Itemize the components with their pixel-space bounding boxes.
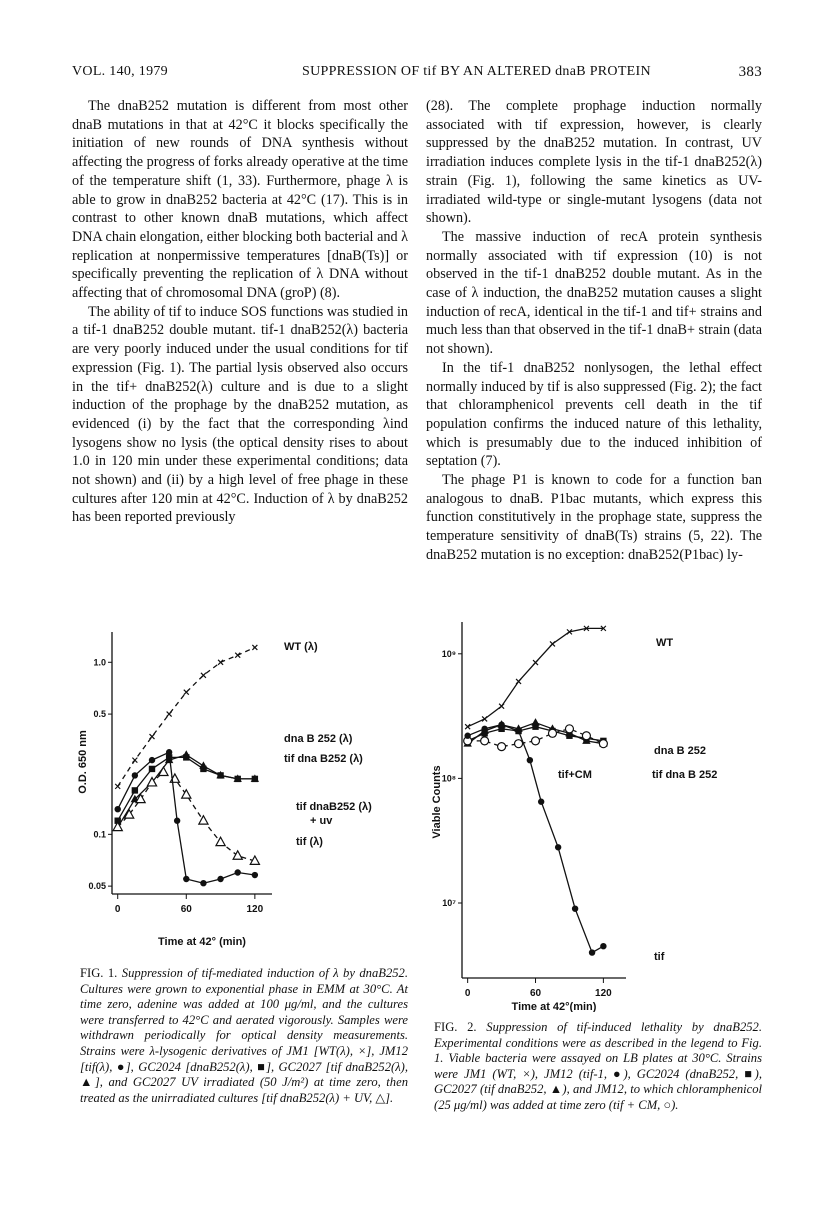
data-point bbox=[115, 806, 121, 812]
data-point bbox=[515, 740, 523, 748]
x-tick-label: 120 bbox=[595, 988, 612, 999]
data-point bbox=[572, 905, 578, 911]
data-point bbox=[516, 679, 521, 684]
data-point bbox=[174, 818, 180, 824]
data-point bbox=[235, 869, 241, 875]
data-point bbox=[498, 743, 506, 751]
y-tick-label: 0.05 bbox=[88, 881, 106, 892]
paragraph: The phage P1 is known to code for a function ban analogous to dnaB. P1bac mutants, which express this function constitutively in the prophage state, suppress the temperature sensitivity of dnaB(Ts) strains (5, 22). The dnaB252 mutation is no exception: dnaB252(P1bac) ly- bbox=[426, 472, 762, 563]
data-point bbox=[548, 729, 556, 737]
figure-1 bbox=[72, 612, 408, 962]
y-tick-label: 10⁹ bbox=[441, 648, 456, 659]
paragraph: (28). The complete prophage induction normally associated with tif expression, however, is clearly suppressed by the dnaB252 mutation. In contrast, UV irradiation induces complete lysis in the tif-1 dnaB252(λ) strain (Fig. 1), following the same kinetics as UV-irradiated wild-type or single-mutant lysogens (data not shown). bbox=[426, 98, 762, 227]
data-point bbox=[532, 737, 540, 745]
x-axis-label: Time at 42°(min) bbox=[511, 1001, 597, 1012]
paragraph: The ability of tif to induce SOS functions was studied in a tif-1 dnaB252 double mutant. tif-1 dnaB252(λ) bacteria are very poorly induced under the usual conditions for tif expression (Fig. 1). The partial lysis observed also occurs in the tif+ dnaB252(λ) culture and is due to a slight induction of the prophage by the dnaB252 mutation, as evidenced (i) by the fact that the corresponding λind lysogens show no lysis (the optical density rises to about 1.0 in 120 min under these experimental conditions; data not shown) and (ii) by a high level of free phage in these cultures after 120 min at 42°C. Induction of λ by dnaB252 has been reported previously bbox=[72, 303, 408, 526]
y-axis-label: O.D. 650 nm bbox=[77, 730, 89, 794]
paragraph: The dnaB252 mutation is different from most other dnaB mutations in that at 42°C it blocks specifically the initiation of new rounds of DNA synthesis without affecting the progress of forks already operative at the time of the temperature shift (1, 33). Furthermore, phage λ is able to grow in dnaB252 bacteria at 42°C (17). This is in contrast to other known dnaB mutations, which affect DNA chain elongation, either blocking both bacterial and λ replication at nonpermissive temperatures [dnaB(Ts)] or specifically preventing the replication of λ DNA without affecting that of chromosomal DNA (groP) (8). bbox=[72, 98, 408, 302]
series-label: tif (λ) bbox=[296, 836, 323, 848]
series-line bbox=[468, 725, 604, 953]
data-point bbox=[233, 851, 242, 859]
data-point bbox=[166, 749, 172, 755]
data-point bbox=[184, 690, 189, 695]
data-point bbox=[482, 716, 487, 721]
data-point bbox=[599, 740, 607, 748]
data-point bbox=[201, 673, 206, 678]
series-label: tif bbox=[654, 951, 665, 963]
x-tick-label: 60 bbox=[180, 904, 192, 915]
series-label: WT (λ) bbox=[284, 641, 318, 653]
figure-2 bbox=[426, 612, 762, 1012]
series-label: tif dna B252 (λ) bbox=[284, 753, 363, 765]
data-point bbox=[132, 787, 138, 793]
data-point bbox=[132, 758, 137, 763]
paragraph: In the tif-1 dnaB252 nonlysogen, the lethal effect normally induced by tif is also suppressed (Fig. 2); the fact that chloramphenicol prevents cell death in the tif population confirms the induced nature of this lethality, which is presumably due to the induced inhibition of septation (7). bbox=[426, 359, 762, 470]
series-label: tif dna B 252 bbox=[652, 769, 718, 781]
data-point bbox=[183, 876, 189, 882]
x-tick-label: 0 bbox=[464, 988, 471, 999]
figure-1-caption bbox=[80, 966, 408, 1106]
caption-text: Suppression of tif-induced lethality by dnaB252. Experimental conditions were as described in the legend to Fig. 1. Viable bacteria were assayed on LB plates at 30°C. Strains were JM1 (WT, ×), JM12 (tif-1, ●), GC2024 (dnaB252, ■), GC2027 (tif dnaB252, ▲), and JM12, to which chloramphenicol (25 μg/ml) was added at time zero (tif + CM, ○). bbox=[434, 1020, 762, 1112]
data-point bbox=[533, 660, 538, 665]
series-label: + uv bbox=[310, 815, 333, 827]
figure-1-chart bbox=[72, 612, 408, 962]
y-axis-label: Viable Counts bbox=[431, 765, 443, 839]
data-point bbox=[498, 721, 504, 727]
series-line bbox=[468, 628, 604, 726]
data-point bbox=[481, 737, 489, 745]
data-point bbox=[200, 880, 206, 886]
right-column bbox=[426, 97, 762, 565]
data-point bbox=[465, 724, 470, 729]
data-point bbox=[481, 726, 487, 732]
data-point bbox=[499, 704, 504, 709]
data-point bbox=[167, 712, 172, 717]
figure-2-chart bbox=[426, 612, 762, 1012]
data-point bbox=[115, 784, 120, 789]
figure-2-caption bbox=[434, 1020, 762, 1114]
data-point bbox=[538, 799, 544, 805]
y-tick-label: 10⁸ bbox=[441, 773, 456, 784]
series-label: tif dnaB252 (λ) bbox=[296, 801, 372, 813]
left-column bbox=[72, 97, 408, 527]
data-point bbox=[550, 641, 555, 646]
data-point bbox=[235, 653, 240, 658]
data-point bbox=[217, 876, 223, 882]
series-label: WT bbox=[656, 637, 674, 649]
y-tick-label: 0.1 bbox=[93, 829, 106, 840]
paragraph: The massive induction of recA protein synthesis normally associated with tif expression (10) is not observed in the tif-1 dnaB252 double mutant. As in the case of λ induction, the dnaB252 mutation causes a slight induction of recA, identical in the tif-1 and tif+ strains and much less than that observed in the tif-1 dnaB+ strain (data not shown). bbox=[426, 228, 762, 358]
series-line bbox=[118, 647, 255, 786]
data-point bbox=[132, 772, 138, 778]
data-point bbox=[149, 757, 155, 763]
data-point bbox=[199, 761, 207, 769]
x-tick-label: 0 bbox=[114, 904, 121, 915]
data-point bbox=[182, 750, 190, 758]
series-label: dna B 252 bbox=[654, 745, 706, 757]
data-point bbox=[218, 660, 223, 665]
data-point bbox=[252, 872, 258, 878]
data-point bbox=[216, 837, 225, 845]
data-point bbox=[565, 725, 573, 733]
series-line bbox=[118, 752, 255, 883]
data-point bbox=[527, 757, 533, 763]
data-point bbox=[582, 732, 590, 740]
page-header bbox=[72, 64, 762, 86]
data-point bbox=[150, 734, 155, 739]
data-point bbox=[464, 733, 470, 739]
x-axis-label: Time at 42° (min) bbox=[158, 936, 246, 948]
y-tick-label: 10⁷ bbox=[442, 897, 456, 908]
data-point bbox=[515, 728, 521, 734]
series-label: tif+CM bbox=[558, 769, 592, 781]
series-label: dna B 252 (λ) bbox=[284, 733, 353, 745]
journal-volume: VOL. 140, 1979 bbox=[72, 64, 168, 79]
data-point bbox=[531, 718, 539, 726]
page-number: 383 bbox=[738, 64, 762, 80]
y-tick-label: 0.5 bbox=[93, 709, 106, 720]
data-point bbox=[600, 943, 606, 949]
running-title: SUPPRESSION OF tif BY AN ALTERED dnaB PROTEIN bbox=[302, 64, 651, 79]
data-point bbox=[589, 949, 595, 955]
y-tick-label: 1.0 bbox=[93, 657, 106, 668]
caption-text: Suppression of tif-mediated induction of λ by dnaB252. Cultures were grown to exponential phase in EMM at 30°C. At time zero, adenine was added at 100 μg/ml, and the cultures were transferred to 42°C and aerated vigorously. Samples were withdrawn periodically for optical density measurements. Strains were λ-lysogenic derivatives of JM1 [WT(λ), ×], JM12 [tif(λ), ●], GC2024 [dnaB252(λ), ■], GC2027 [tif dnaB252(λ), ▲], and GC2027 UV irradiated (50 J/m²) at time zero, then treated as the unirradiated cultures [tif dnaB252(λ) + UV, △]. bbox=[80, 966, 408, 1105]
data-point bbox=[555, 844, 561, 850]
x-tick-label: 60 bbox=[529, 988, 542, 999]
caption-label: FIG. 1. bbox=[80, 966, 118, 980]
caption-label: FIG. 2. bbox=[434, 1020, 477, 1034]
data-point bbox=[136, 794, 145, 802]
x-tick-label: 120 bbox=[246, 904, 264, 915]
data-point bbox=[149, 766, 155, 772]
data-point bbox=[252, 645, 257, 650]
